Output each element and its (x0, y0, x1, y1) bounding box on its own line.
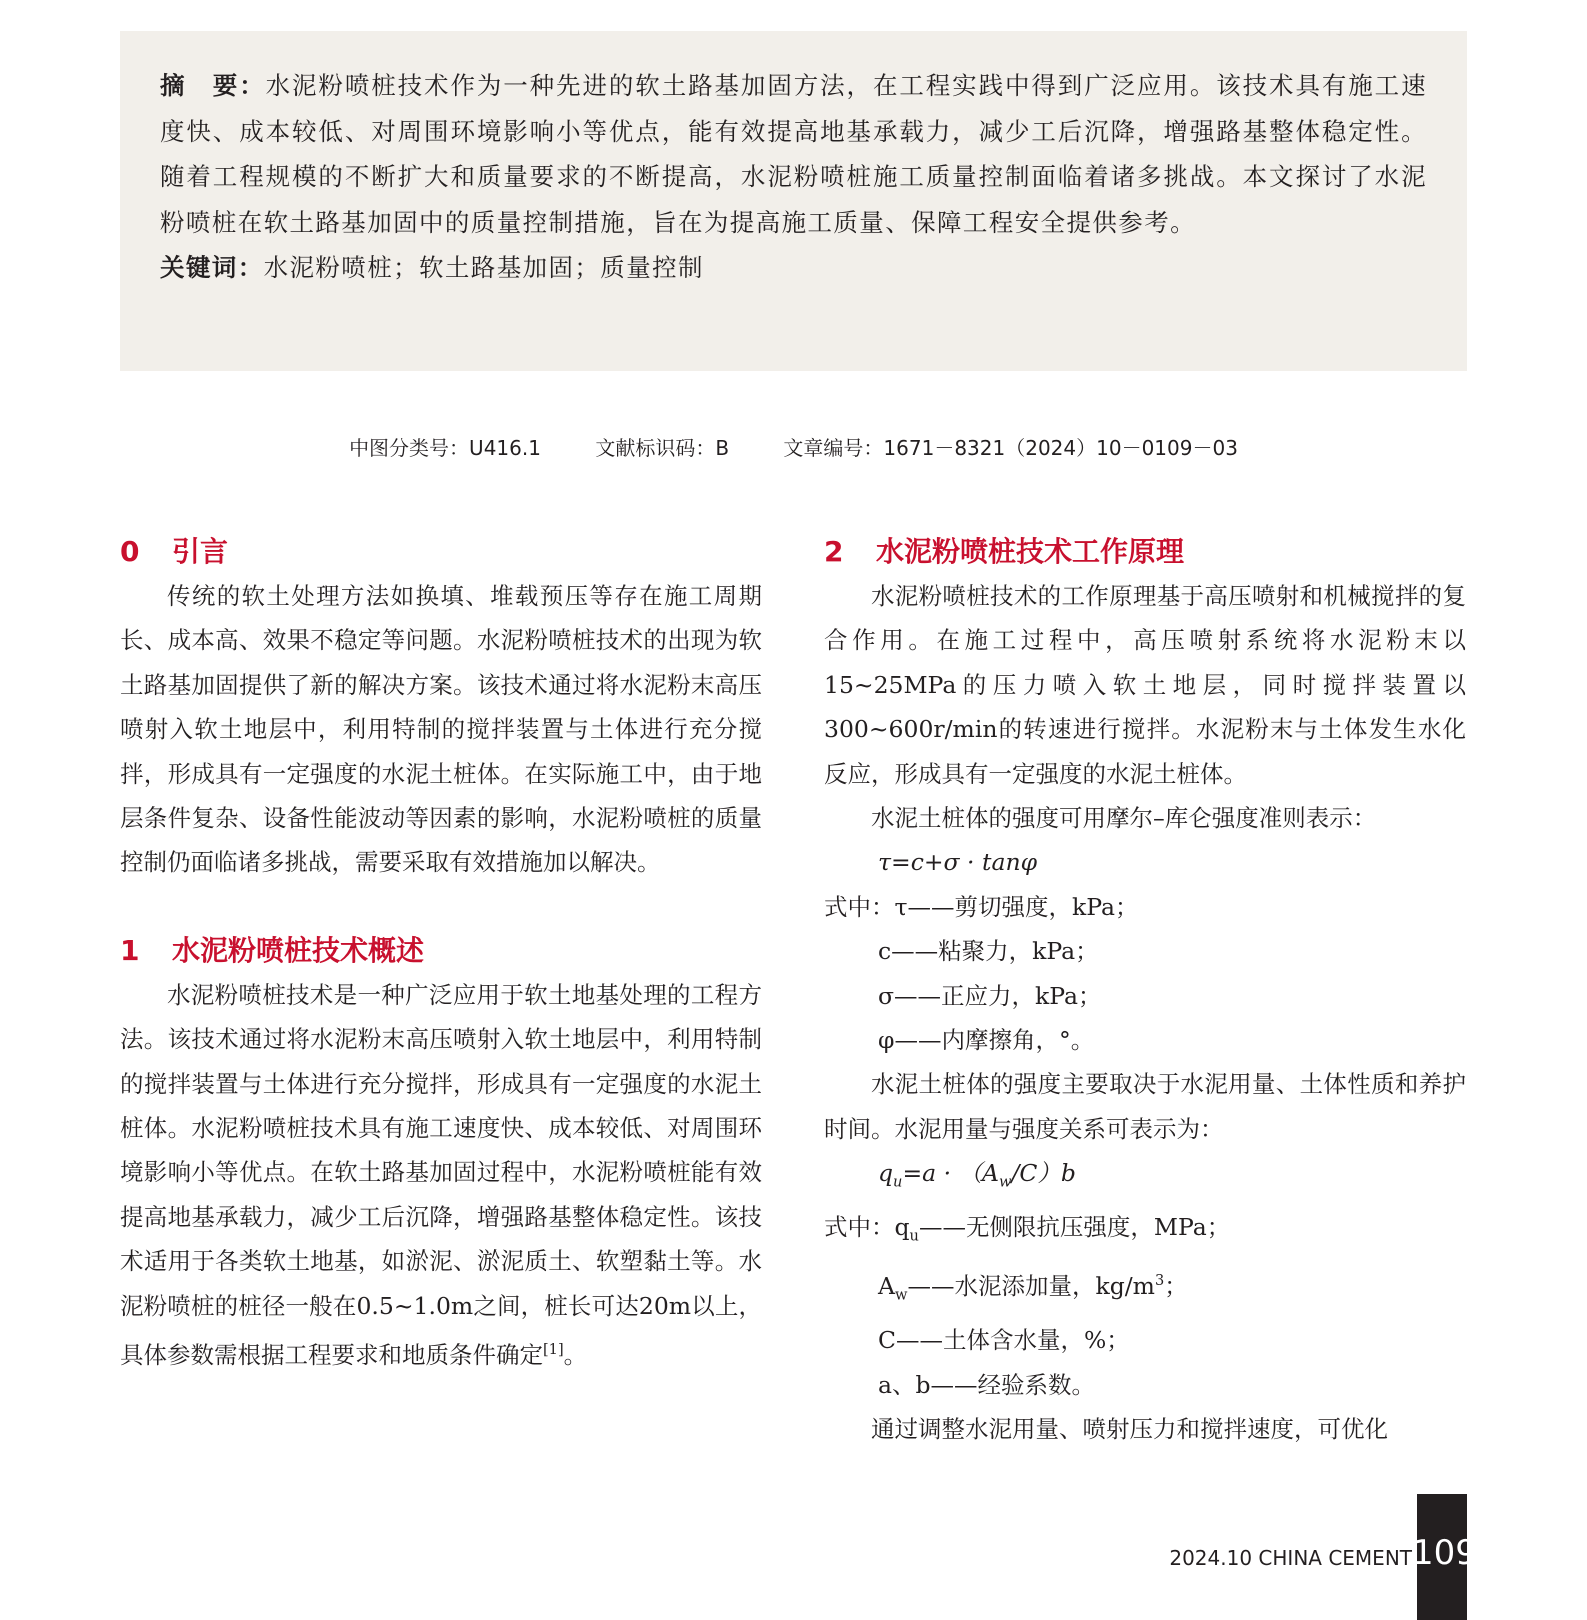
section-heading-0 (120, 530, 762, 574)
definition-text: ——无侧限抗压强度，MPa； (918, 1213, 1231, 1242)
definition-text: ； (1164, 1272, 1188, 1301)
abstract-label: 摘 要： (160, 71, 266, 100)
principle-paragraph: 水泥粉喷桩技术的工作原理基于高压喷射和机械搅拌的复合作用。在施工过程中，高压喷射系统将水泥粉末以15~25MPa的压力喷入软土地层，同时搅拌装置以300~600r/min的转速进行搅拌。水泥粉末与土体发生水化反应，形成具有一定强度的水泥土桩体。 (824, 582, 1466, 788)
section-number: 1 (120, 933, 140, 967)
definition-text: 式中：q (824, 1213, 910, 1242)
definition-line: a、b——经验系数。 (878, 1370, 1096, 1399)
formula-q: q (878, 1159, 894, 1188)
overview-text-end: 。 (563, 1340, 588, 1369)
section-title: 水泥粉喷桩技术工作原理 (876, 535, 1185, 568)
keywords-text: 水泥粉喷桩；软土路基加固；质量控制 (263, 253, 704, 282)
formula-a-subscript: w (999, 1173, 1012, 1191)
optimization-paragraph: 通过调整水泥用量、喷射压力和搅拌速度，可优化 (871, 1415, 1388, 1444)
left-column (120, 530, 762, 1377)
shear-strength-formula: τ=c+σ · tanφ (878, 848, 1038, 877)
definition-line: C——土体含水量，%； (878, 1326, 1130, 1355)
definition-line (824, 1259, 1466, 1318)
formula-q-subscript: u (893, 1173, 903, 1191)
section-heading-2 (824, 530, 1466, 574)
cement-strength-paragraph: 水泥土桩体的强度主要取决于水泥用量、土体性质和养护时间。水泥用量与强度关系可表示为： (824, 1070, 1466, 1143)
definition-subscript: w (894, 1286, 908, 1304)
journal-footer: 2024.10 CHINA CEMENT (1169, 1546, 1412, 1570)
definition-superscript: 3 (1154, 1272, 1165, 1290)
definition-line (824, 1205, 1466, 1259)
abstract-paragraph (160, 63, 1427, 245)
compressive-strength-formula (824, 1151, 1466, 1205)
section-number: 0 (120, 535, 140, 568)
definition-line: φ——内摩擦角，°。 (878, 1026, 1095, 1055)
section-title: 引言 (172, 535, 229, 568)
definition-line: c——粘聚力，kPa； (878, 937, 1099, 966)
definition-subscript: u (909, 1228, 919, 1246)
definition-text: ——水泥添加量，kg/m (907, 1272, 1155, 1301)
definition-line: σ——正应力，kPa； (878, 981, 1102, 1010)
definition-text: A (878, 1272, 895, 1301)
overview-text: 水泥粉喷桩技术是一种广泛应用于软土地基处理的工程方法。该技术通过将水泥粉末高压喷射入软土地层中，利用特制的搅拌装置与土体进行充分搅拌，形成具有一定强度的水泥土桩体。水泥粉喷桩技术具有施工速度快、成本较低、对周围环境影响小等优点。在软土路基加固过程中，水泥粉喷桩能有效提高地基承载力，减少工后沉降，增强路基整体稳定性。该技术适用于各类软土地基，如淤泥、淤泥质土、软塑黏土等。水泥粉喷桩的桩径一般在0.5~1.0m之间，桩长可达20m以上，具体参数需根据工程要求和地质条件确定 (120, 980, 762, 1369)
reference-marker: [1] (543, 1341, 564, 1359)
clc-number: 中图分类号：U416.1 (349, 436, 541, 460)
page-number: 109 (1412, 1533, 1477, 1573)
classification-line (0, 432, 1587, 461)
formula-part-b: /C）b (1011, 1159, 1076, 1188)
abstract-text: 水泥粉喷桩技术作为一种先进的软土路基加固方法，在工程实践中得到广泛应用。该技术具有施工速度快、成本较低、对周围环境影响小等优点，能有效提高地基承载力，减少工后沉降，增强路基整体稳定性。随着工程规模的不断扩大和质量要求的不断提高，水泥粉喷桩施工质量控制面临着诸多挑战。本文探讨了水泥粉喷桩在软土路基加固中的质量控制措施，旨在为提高施工质量、保障工程安全提供参考。 (160, 71, 1427, 237)
abstract-box (120, 31, 1467, 371)
definition-line: 式中：τ——剪切强度，kPa； (824, 892, 1139, 921)
right-column (824, 530, 1466, 1452)
keywords-label: 关键词： (160, 253, 264, 282)
formula-part-a: =a · （A (902, 1159, 1000, 1188)
section-heading-1 (120, 929, 762, 973)
document-code: 文献标识码：B (595, 436, 730, 460)
mohr-coulomb-paragraph: 水泥土桩体的强度可用摩尔–库仑强度准则表示： (871, 804, 1377, 833)
article-number: 文章编号：1671－8321（2024）10－0109－03 (783, 436, 1238, 460)
intro-paragraph: 传统的软土处理方法如换填、堆载预压等存在施工周期长、成本高、效果不稳定等问题。水泥粉喷桩技术的出现为软土路基加固提供了新的解决方案。该技术通过将水泥粉末高压喷射入软土地层中，利用特制的搅拌装置与土体进行充分搅拌，形成具有一定强度的水泥土桩体。在实际施工中，由于地层条件复杂、设备性能波动等因素的影响，水泥粉喷桩的质量控制仍面临诸多挑战，需要采取有效措施加以解决。 (120, 582, 762, 877)
section-title: 水泥粉喷桩技术概述 (172, 933, 425, 967)
keywords-line (160, 245, 1427, 291)
section-gap (120, 885, 762, 929)
section-number: 2 (824, 535, 844, 568)
overview-paragraph (120, 973, 762, 1377)
